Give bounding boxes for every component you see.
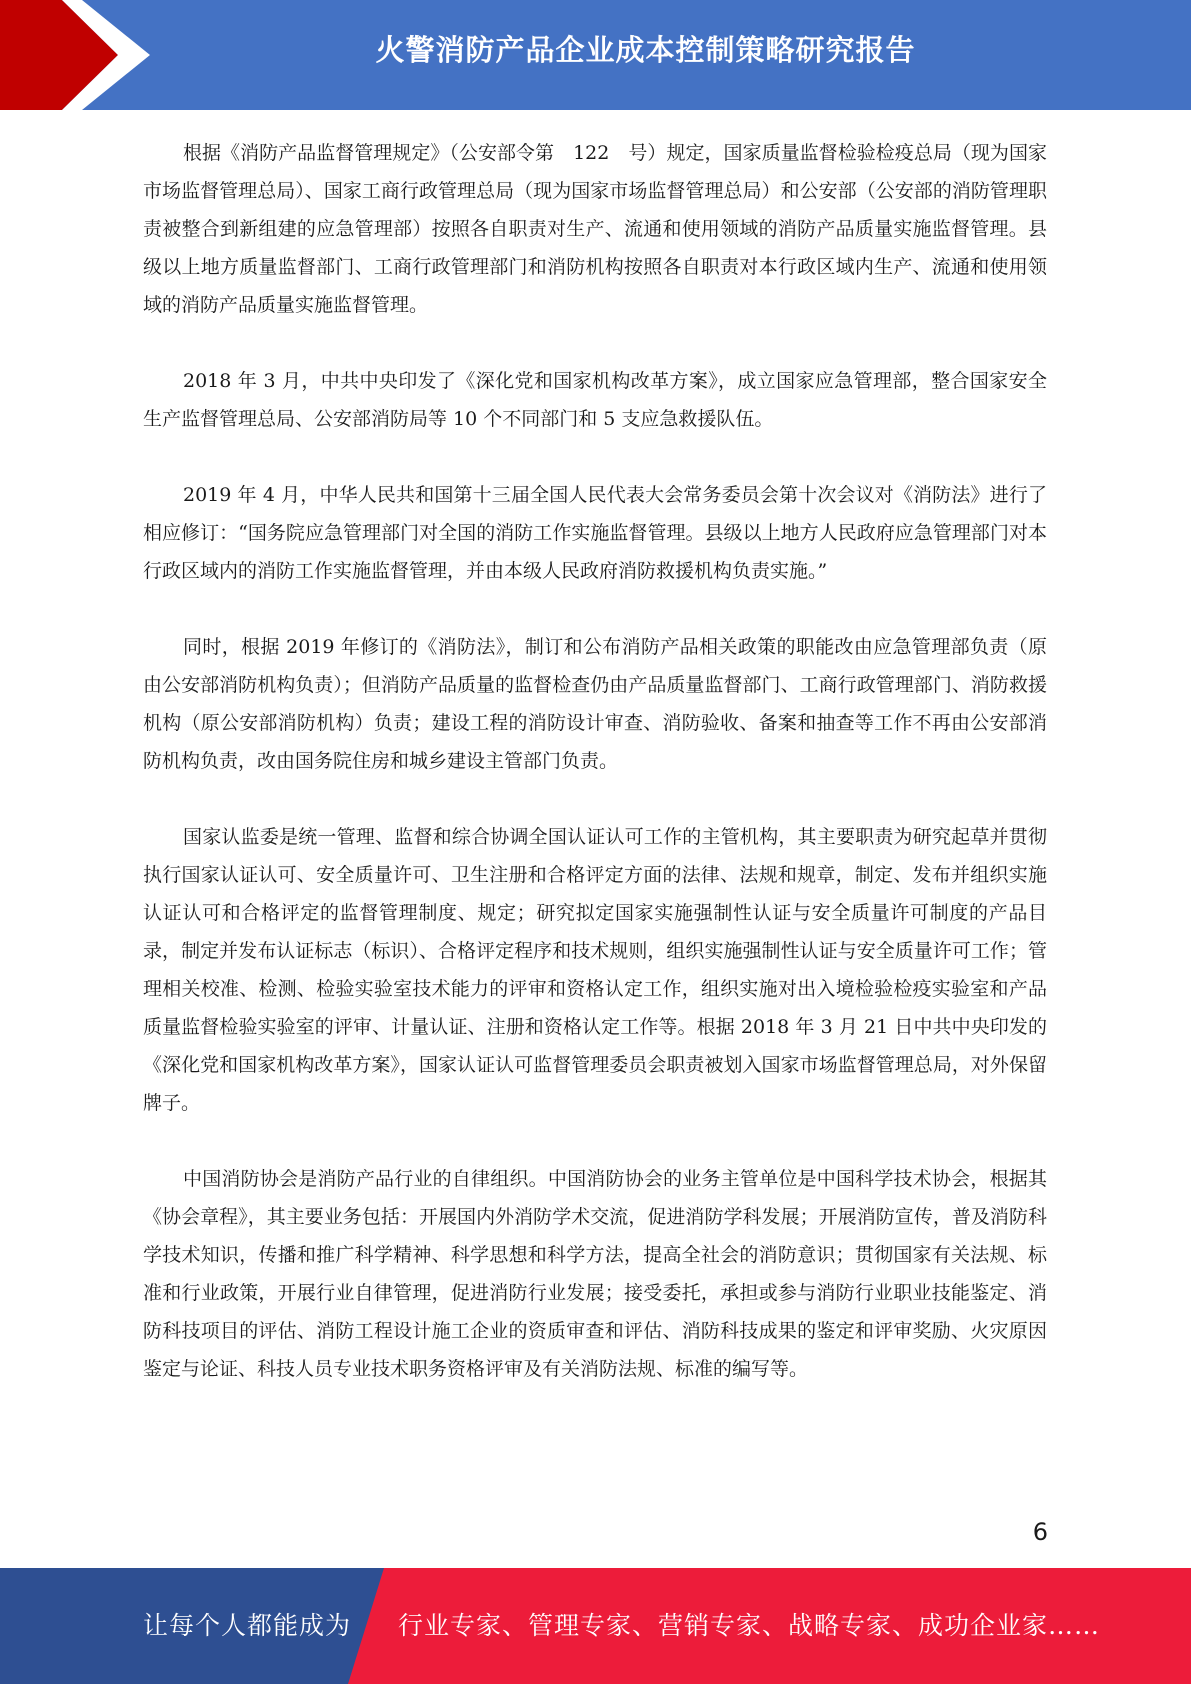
paragraph-cnca: 国家认监委是统一管理、监督和综合协调全国认证认可工作的主管机构，其主要职责为研究起草并贯彻执行国家认证认可、安全质量许可、卫生注册和合格评定方面的法律、法规和规章，制定、发布并组织实施认证认可和合格评定的监督管理制度、规定；研究拟定国家实施强制性认证与安全质量许可制度的产品目录，制定并发布认证标志（标识）、合格评定程序和技术规则，组织实施强制性认证与安全质量许可工作；管理相关校准、检测、检验实验室技术能力的评审和资格认定工作，组织实施对出入境检验检疫实验室和产品质量监督检验实验室的评审、计量认证、注册和资格认定工作等。根据 2018 年 3 月 21 日中共中央印发的《深化党和国家机构改革方案》，国家认证认可监督管理委员会职责被划入国家市场监督管理总局，对外保留牌子。 [143,826,1047,1114]
paragraph-2019-fire-law: 2019 年 4 月，中华人民共和国第十三届全国人民代表大会常务委员会第十次会议对《消防法》进行了相应修订：“国务院应急管理部门对全国的消防工作实施监督管理。县级以上地方人民政府应急管理部门对本行政区域内的消防工作实施监督管理，并由本级人民政府消防救援机构负责实施。” [143,484,1047,582]
footer-slogan-right: 行业专家、管理专家、营销专家、战略专家、成功企业家…… [398,1611,1101,1640]
paragraph-responsibility-change: 同时，根据 2019 年修订的《消防法》，制订和公布消防产品相关政策的职能改由应急管理部负责（原由公安部消防机构负责）；但消防产品质量的监督检查仍由产品质量监督部门、工商行政管理部门、消防救援机构（原公安部消防机构）负责；建设工程的消防设计审查、消防验收、备案和抽查等工作不再由公安部消防机构负责，改由国务院住房和城乡建设主管部门负责。 [143,636,1047,772]
page-footer [0,1568,1191,1684]
footer-slogan-left: 让每个人都能成为 [143,1611,352,1640]
paragraph-2018-reform: 2018 年 3 月，中共中央印发了《深化党和国家机构改革方案》，成立国家应急管理部，整合国家安全生产监督管理总局、公安部消防局等 10 个不同部门和 5 支应急救援队伍。 [143,370,1047,430]
page-header [0,0,1191,110]
paragraph-fire-association: 中国消防协会是消防产品行业的自律组织。中国消防协会的业务主管单位是中国科学技术协会，根据其《协会章程》，其主要业务包括：开展国内外消防学术交流，促进消防学科发展；开展消防宣传，普及消防科学技术知识，传播和推广科学精神、科学思想和科学方法，提高全社会的消防意识；贯彻国家有关法规、标准和行业政策，开展行业自律管理，促进消防行业发展；接受委托，承担或参与消防行业职业技能鉴定、消防科技项目的评估、消防工程设计施工企业的资质审查和评估、消防科技成果的鉴定和评审奖励、火灾原因鉴定与论证、科技人员专业技术职务资格评审及有关消防法规、标准的编写等。 [143,1168,1047,1380]
header-chevron-decoration [0,0,200,110]
document-body [143,134,1047,1426]
page-number: 6 [1032,1518,1048,1546]
paragraph-regulation: 根据《消防产品监督管理规定》（公安部令第 122 号）规定，国家质量监督检验检疫总局（现为国家市场监督管理总局）、国家工商行政管理总局（现为国家市场监督管理总局）和公安部（公安部的消防管理职责被整合到新组建的应急管理部）按照各自职责对生产、流通和使用领域的消防产品质量实施监督管理。县级以上地方质量监督部门、工商行政管理部门和消防机构按照各自职责对本行政区域内生产、流通和使用领域的消防产品质量实施监督管理。 [143,142,1047,316]
report-title: 火警消防产品企业成本控制策略研究报告 [375,33,916,67]
